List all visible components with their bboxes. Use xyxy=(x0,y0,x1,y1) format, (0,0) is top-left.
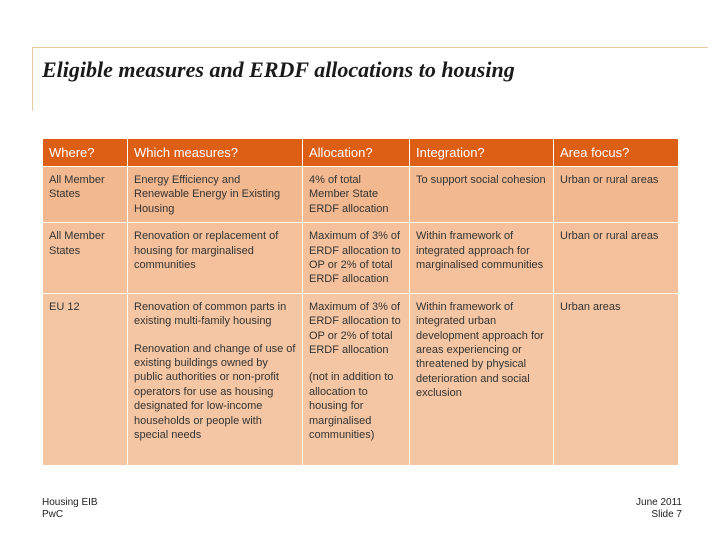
cell-integration: Within framework of integrated urban development approach for areas experiencing or threatened by physical deterioration and social exclusion xyxy=(410,293,554,465)
measures-paragraph: Renovation of common parts in existing multi-family housing xyxy=(134,300,287,328)
cell-measures: Energy Efficiency and Renewable Energy in Existing Housing xyxy=(128,167,303,223)
slide-title: Eligible measures and ERDF allocations to housing xyxy=(42,57,515,82)
cell-allocation: 4% of total Member State ERDF allocation xyxy=(303,167,410,223)
cell-area-focus: Urban or rural areas xyxy=(554,223,679,294)
header-measures: Which measures? xyxy=(128,139,303,167)
cell-integration: Within framework of integrated approach for marginalised communities xyxy=(410,223,554,294)
table-row xyxy=(43,167,679,223)
header-area-focus: Area focus? xyxy=(554,139,679,167)
cell-measures: Renovation or replacement of housing for marginalised communities xyxy=(128,223,303,294)
footer-slide-number: Slide 7 xyxy=(651,509,682,520)
header-integration: Integration? xyxy=(410,139,554,167)
footer-company-name: PwC xyxy=(42,509,64,520)
footer-presentation-name: Housing EIB xyxy=(42,497,98,508)
allocation-paragraph: (not in addition to allocation to housing for marginalised communities) xyxy=(309,371,394,442)
cell-measures xyxy=(128,293,303,465)
table-header-row xyxy=(43,139,679,167)
cell-where: All Member States xyxy=(43,223,128,294)
table-row xyxy=(43,223,679,294)
allocations-table xyxy=(42,138,679,466)
title-top-rule xyxy=(32,47,708,48)
title-left-rule xyxy=(32,47,33,111)
cell-where: EU 12 xyxy=(43,293,128,465)
cell-allocation: Maximum of 3% of ERDF allocation to OP or 2% of total ERDF allocation xyxy=(303,223,410,294)
cell-allocation xyxy=(303,293,410,465)
header-allocation: Allocation? xyxy=(303,139,410,167)
measures-paragraph: Renovation and change of use of existing buildings owned by public authorities or non-profit operators for use as housing designated for low-income households or people with special needs xyxy=(134,342,296,442)
header-where: Where? xyxy=(43,139,128,167)
table-row xyxy=(43,293,679,465)
footer-right xyxy=(636,497,682,521)
footer-left xyxy=(42,497,98,521)
cell-area-focus: Urban or rural areas xyxy=(554,167,679,223)
footer-date: June 2011 xyxy=(636,497,682,508)
cell-area-focus: Urban areas xyxy=(554,293,679,465)
cell-integration: To support social cohesion xyxy=(410,167,554,223)
allocation-paragraph: Maximum of 3% of ERDF allocation to OP or 2% of total ERDF allocation xyxy=(309,300,401,357)
cell-where: All Member States xyxy=(43,167,128,223)
